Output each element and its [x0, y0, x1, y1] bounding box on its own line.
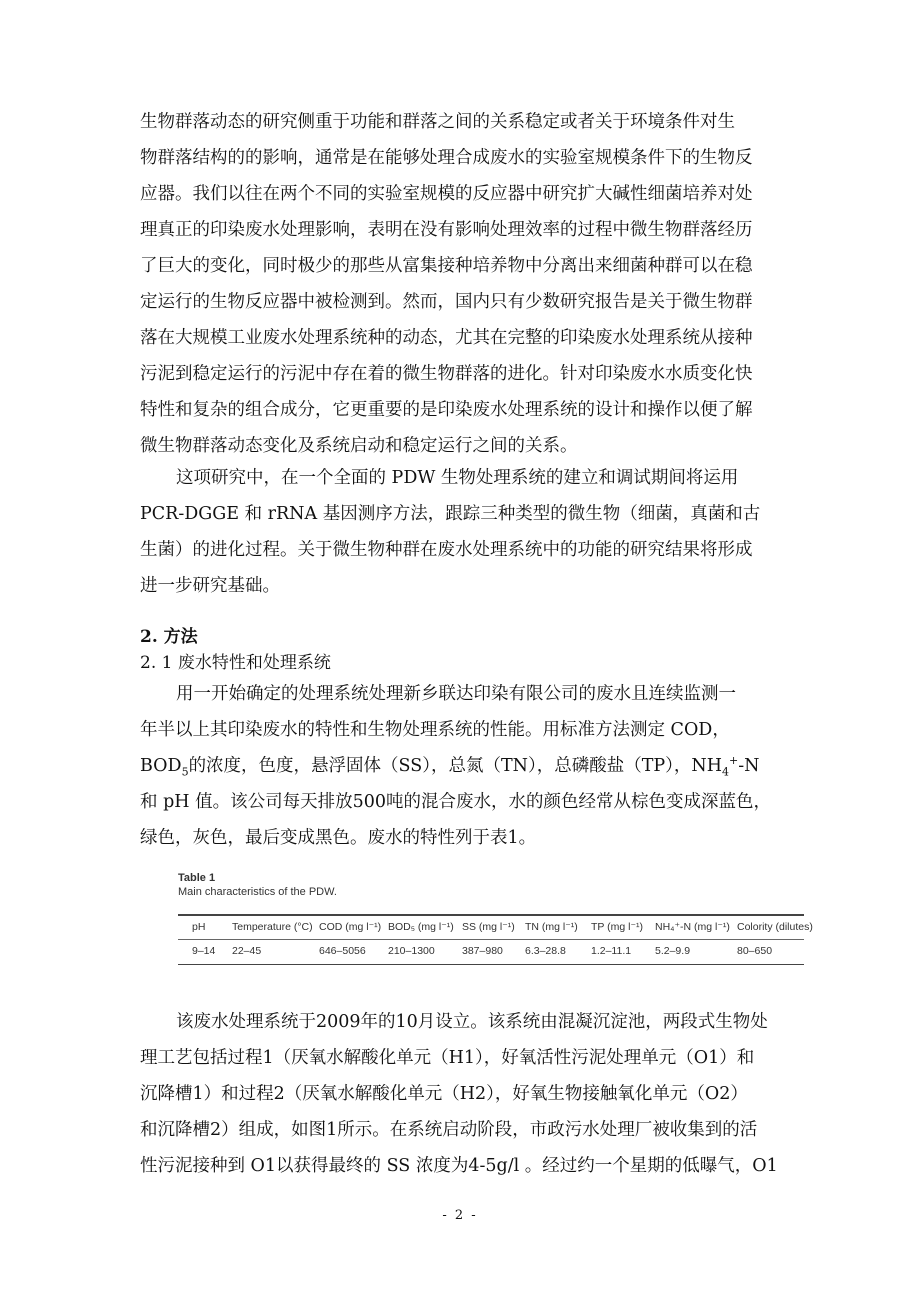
text-line: 了巨大的变化，同时极少的那些从富集接种培养物中分离出来细菌种群可以在稳 — [140, 256, 753, 276]
bod-label: BOD — [140, 756, 182, 776]
section-heading: 2. 方法 — [140, 627, 198, 647]
text-line: 沉降槽1）和过程2（厌氧水解酸化单元（H2），好氧生物接触氧化单元（O2） — [140, 1084, 748, 1104]
table-cell: 1.2–11.1 — [591, 945, 632, 957]
text-line: 应器。我们以往在两个不同的实验室规模的反应器中研究扩大碱性细菌培养对处 — [140, 184, 753, 204]
table-cell: 387–980 — [462, 945, 503, 957]
text-line: 用一开始确定的处理系统处理新乡联达印染有限公司的废水且连续监测一 — [176, 684, 736, 704]
text-line: 污泥到稳定运行的污泥中存在着的微生物群落的进化。针对印染废水水质变化快 — [140, 364, 753, 384]
text-line: 和 pH 值。该公司每天排放500吨的混合废水，水的颜色经常从棕色变成深蓝色， — [140, 792, 771, 812]
text-line: 和沉降槽2）组成，如图1所示。在系统启动阶段，市政污水处理厂被收集到的活 — [140, 1120, 758, 1140]
table-caption: Main characteristics of the PDW. — [178, 886, 337, 898]
text-line-formula — [140, 748, 785, 784]
text-line: 理工艺包括过程1（厌氧水解酸化单元（H1），好氧活性污泥处理单元（O1）和 — [140, 1048, 755, 1068]
paragraph-3 — [140, 676, 785, 856]
table-top-rule — [178, 914, 804, 916]
text-line: 物群落结构的的影响，通常是在能够处理合成废水的实验室规模条件下的生物反 — [140, 148, 753, 168]
table-cell: 5.2–9.9 — [655, 945, 691, 957]
page-number: - 2 - — [442, 1208, 478, 1223]
table-header-cell: TN (mg l⁻¹) — [525, 921, 578, 933]
text-line: 定运行的生物反应器中被检测到。然而，国内只有少数研究报告是关于微生物群 — [140, 292, 753, 312]
text-line: 年半以上其印染废水的特性和生物处理系统的性能。用标准方法测定 COD， — [140, 720, 730, 740]
table-header-cell: COD (mg l⁻¹) — [319, 921, 382, 933]
table-cell: 9–14 — [192, 945, 216, 957]
paragraph-4 — [140, 1004, 785, 1184]
table-title: Table 1 — [178, 872, 216, 884]
text-line: 性污泥接种到 O1以获得最终的 SS 浓度为4-5g/l 。经过约一个星期的低曝气，O1 — [140, 1156, 778, 1176]
text-line: 绿色，灰色，最后变成黑色。废水的特性列于表1。 — [140, 828, 537, 848]
table-header-cell: NH₄⁺-N (mg l⁻¹) — [655, 921, 730, 933]
table-bottom-rule — [178, 964, 804, 965]
subsection-heading: 2. 1 废水特性和处理系统 — [140, 653, 331, 673]
paragraph-1 — [140, 104, 785, 464]
text-line: 进一步研究基础。 — [140, 576, 280, 596]
table-cell: 6.3–28.8 — [525, 945, 566, 957]
text-line: 落在大规模工业废水处理系统种的动态，尤其在完整的印染废水处理系统从接种 — [140, 328, 753, 348]
table-mid-rule — [178, 939, 804, 940]
paragraph-2 — [140, 460, 785, 604]
text-line: 微生物群落动态变化及系统启动和稳定运行之间的关系。 — [140, 436, 578, 456]
nh-subscript: 4 — [722, 765, 729, 779]
table-header-cell: SS (mg l⁻¹) — [462, 921, 515, 933]
table-cell: 210–1300 — [388, 945, 435, 957]
table-header-cell: Colority (dilutes) — [737, 921, 813, 933]
text-fragment: 的浓度，色度，悬浮固体（SS），总氮（TN），总磷酸盐（TP），NH — [188, 756, 722, 776]
table-cell: 646–5056 — [319, 945, 366, 957]
text-fragment: -N — [738, 756, 760, 776]
text-line: 这项研究中，在一个全面的 PDW 生物处理系统的建立和调试期间将运用 — [176, 468, 739, 488]
text-line: 理真正的印染废水处理影响，表明在没有影响处理效率的过程中微生物群落经历 — [140, 220, 753, 240]
text-line: 生菌）的进化过程。关于微生物种群在废水处理系统中的功能的研究结果将形成 — [140, 540, 753, 560]
text-line: 该废水处理系统于2009年的10月设立。该系统由混凝沉淀池，两段式生物处 — [176, 1012, 768, 1032]
nh-superscript: + — [729, 754, 739, 768]
table-header-cell: TP (mg l⁻¹) — [591, 921, 644, 933]
table-header-cell: BOD₅ (mg l⁻¹) — [388, 921, 454, 933]
text-line: 特性和复杂的组合成分，它更重要的是印染废水处理系统的设计和操作以便了解 — [140, 400, 753, 420]
bod-subscript: 5 — [181, 765, 189, 779]
table-header-cell: pH — [192, 921, 206, 933]
text-line: 生物群落动态的研究侧重于功能和群落之间的关系稳定或者关于环境条件对生 — [140, 112, 735, 132]
table-cell: 22–45 — [232, 945, 262, 957]
table-cell: 80–650 — [737, 945, 773, 957]
text-line: PCR-DGGE 和 rRNA 基因测序方法，跟踪三种类型的微生物（细菌，真菌和古 — [140, 504, 761, 524]
table-header-cell: Temperature (°C) — [232, 921, 313, 933]
table-1-figure — [178, 872, 813, 980]
